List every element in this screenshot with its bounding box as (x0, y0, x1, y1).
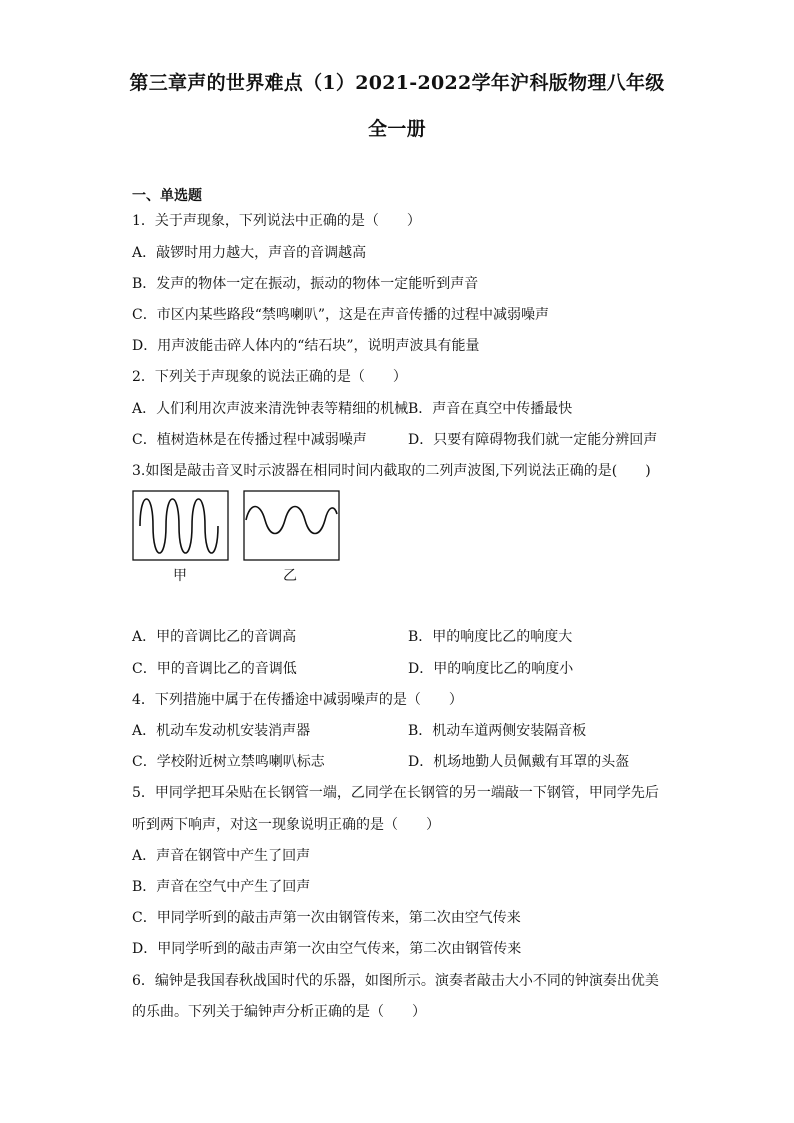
question-4-option-a: A．机动车发动机安装消声器 (132, 723, 311, 739)
question-2-option-d: D．只要有障碍物我们就一定能分辨回声 (408, 432, 658, 448)
question-1-option-b: B．发声的物体一定在振动，振动的物体一定能听到声音 (132, 276, 479, 292)
question-4-option-b: B．机动车道两侧安装隔音板 (408, 723, 587, 739)
question-3-option-c: C．甲的音调比乙的音调低 (132, 661, 297, 677)
question-5-option-a: A．声音在钢管中产生了回声 (132, 848, 311, 864)
waveform-yi-wave (246, 507, 337, 534)
waveform-label-yi: 乙 (283, 568, 297, 584)
waveform-jia-frame (133, 491, 228, 560)
question-4-stem: 4．下列措施中属于在传播途中减弱噪声的是（ ） (132, 692, 463, 708)
question-1-stem: 1．关于声现象，下列说法中正确的是（ ） (132, 213, 421, 229)
question-5-stem-line2: 听到两下响声，对这一现象说明正确的是（ ） (132, 817, 440, 833)
question-5-stem-line1: 5．甲同学把耳朵贴在长钢管一端，乙同学在长钢管的另一端敲一下钢管，甲同学先后 (132, 785, 659, 801)
question-4-option-d: D．机场地勤人员佩戴有耳罩的头盔 (408, 754, 630, 770)
waveform-figure-svg (132, 490, 342, 590)
question-2-option-c: C．植树造林是在传播过程中减弱噪声 (132, 432, 367, 448)
question-1-option-a: A．敲锣时用力越大，声音的音调越高 (132, 245, 367, 261)
question-6-stem-line2: 的乐曲。下列关于编钟声分析正确的是（ ） (132, 1004, 426, 1020)
question-6-stem-line1: 6．编钟是我国春秋战国时代的乐器，如图所示。演奏者敲击大小不同的钟演奏出优美 (132, 973, 659, 989)
question-1-option-c: C．市区内某些路段“禁鸣喇叭”，这是在声音传播的过程中减弱噪声 (132, 307, 550, 323)
section-heading: 一、单选题 (132, 188, 202, 204)
waveform-jia-wave (140, 499, 218, 553)
question-3-stem: 3.如图是敲击音叉时示波器在相同时间内截取的二列声波图,下列说法正确的是( ) (132, 463, 651, 479)
question-2-option-b: B．声音在真空中传播最快 (408, 401, 573, 417)
question-2-option-a: A．人们利用次声波来清洗钟表等精细的机械 (132, 401, 409, 417)
document-title-line1: 第三章声的世界难点（1）2021-2022学年沪科版物理八年级 (129, 72, 665, 94)
waveform-label-jia: 甲 (173, 568, 187, 584)
waveform-figure (132, 490, 342, 590)
question-1-option-d: D．用声波能击碎人体内的“结石块”，说明声波具有能量 (132, 338, 480, 354)
waveform-yi-frame (244, 491, 339, 560)
question-5-option-b: B．声音在空气中产生了回声 (132, 879, 311, 895)
question-5-option-d: D．甲同学听到的敲击声第一次由空气传来，第二次由钢管传来 (132, 941, 522, 957)
question-2-stem: 2．下列关于声现象的说法正确的是（ ） (132, 369, 407, 385)
document-title-line2: 全一册 (368, 118, 426, 140)
question-3-option-b: B．甲的响度比乙的响度大 (408, 629, 573, 645)
question-3-option-a: A．甲的音调比乙的音调高 (132, 629, 297, 645)
question-5-option-c: C．甲同学听到的敲击声第一次由钢管传来，第二次由空气传来 (132, 910, 521, 926)
question-3-option-d: D．甲的响度比乙的响度小 (408, 661, 574, 677)
question-4-option-c: C．学校附近树立禁鸣喇叭标志 (132, 754, 325, 770)
